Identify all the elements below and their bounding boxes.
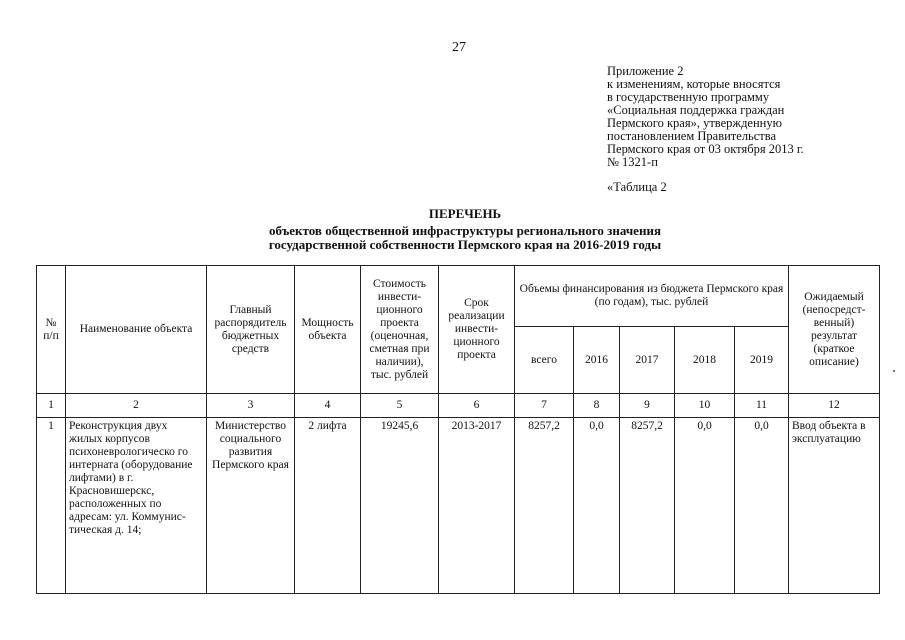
appendix-line: № 1321-п bbox=[607, 155, 658, 169]
header-result: Ожидаемый (непосредст-венный) результат (краткое описание) bbox=[789, 266, 880, 394]
column-number: 4 bbox=[295, 394, 361, 418]
appendix-line: в государственную программу bbox=[607, 90, 770, 104]
header-cost: Стоимость инвести-ционного проекта (оценочная, сметная при наличии), тыс. рублей bbox=[361, 266, 439, 394]
column-number: 12 bbox=[789, 394, 880, 418]
appendix-line: к изменениям, которые вносятся bbox=[607, 77, 781, 91]
column-number: 11 bbox=[735, 394, 789, 418]
header-total: всего bbox=[515, 327, 574, 394]
heading-subtitle: объектов общественной инфраструктуры регионального значения bbox=[269, 223, 661, 238]
header-term: Срок реализации инвести-ционного проекта bbox=[439, 266, 515, 394]
cell-2019: 0,0 bbox=[735, 418, 789, 594]
column-number: 1 bbox=[37, 394, 66, 418]
cell-cost: 19245,6 bbox=[361, 418, 439, 594]
appendix-line: Пермского края», утвержденную bbox=[607, 116, 782, 130]
header-manager: Главный распорядитель бюджетных средств bbox=[207, 266, 295, 394]
appendix-note bbox=[607, 65, 877, 169]
header-year-2017: 2017 bbox=[620, 327, 675, 394]
appendix-line: постановлением Правительства bbox=[607, 129, 777, 143]
heading-title: ПЕРЕЧЕНЬ bbox=[428, 206, 502, 221]
cell-term: 2013-2017 bbox=[439, 418, 515, 594]
table-label: «Таблица 2 bbox=[607, 180, 667, 194]
heading-subtitle: государственной собственности Пермского края на 2016-2019 годы bbox=[268, 237, 662, 252]
cell-result: Ввод объекта в эксплуатацию bbox=[789, 418, 880, 594]
page-number: 27 bbox=[452, 40, 466, 55]
table-row bbox=[37, 418, 880, 594]
column-number: 3 bbox=[207, 394, 295, 418]
column-number: 7 bbox=[515, 394, 574, 418]
cell-name: Реконструкция двух жилых корпусов психоневрологическо го интерната (оборудование лифтами) в г. Красновишерскс, расположенных по адресам: ул. Коммунис-тическая д. 14; bbox=[66, 418, 207, 594]
header-name: Наименование объекта bbox=[66, 266, 207, 394]
header-funding: Объемы финансирования из бюджета Пермского края (по годам), тыс. рублей bbox=[515, 266, 789, 327]
column-number: 6 bbox=[439, 394, 515, 418]
cell-total: 8257,2 bbox=[515, 418, 574, 594]
header-no: № п/п bbox=[37, 266, 66, 394]
cell-2017: 8257,2 bbox=[620, 418, 675, 594]
cell-manager: Министерство социального развития Пермского края bbox=[207, 418, 295, 594]
column-number: 5 bbox=[361, 394, 439, 418]
cell-no: 1 bbox=[37, 418, 66, 594]
column-number: 10 bbox=[675, 394, 735, 418]
header-year-2019: 2019 bbox=[735, 327, 789, 394]
cell-capacity: 2 лифта bbox=[295, 418, 361, 594]
header-year-2018: 2018 bbox=[675, 327, 735, 394]
appendix-line: «Социальная поддержка граждан bbox=[607, 103, 785, 117]
header-year-2016: 2016 bbox=[574, 327, 620, 394]
scan-mark bbox=[893, 370, 895, 372]
header-capacity: Мощность объекта bbox=[295, 266, 361, 394]
cell-2018: 0,0 bbox=[675, 418, 735, 594]
column-number: 9 bbox=[620, 394, 675, 418]
cell-2016: 0,0 bbox=[574, 418, 620, 594]
objects-table bbox=[36, 265, 880, 594]
column-number: 8 bbox=[574, 394, 620, 418]
appendix-line: Пермского края от 03 октября 2013 г. bbox=[607, 142, 804, 156]
column-number: 2 bbox=[66, 394, 207, 418]
appendix-line: Приложение 2 bbox=[607, 64, 684, 78]
